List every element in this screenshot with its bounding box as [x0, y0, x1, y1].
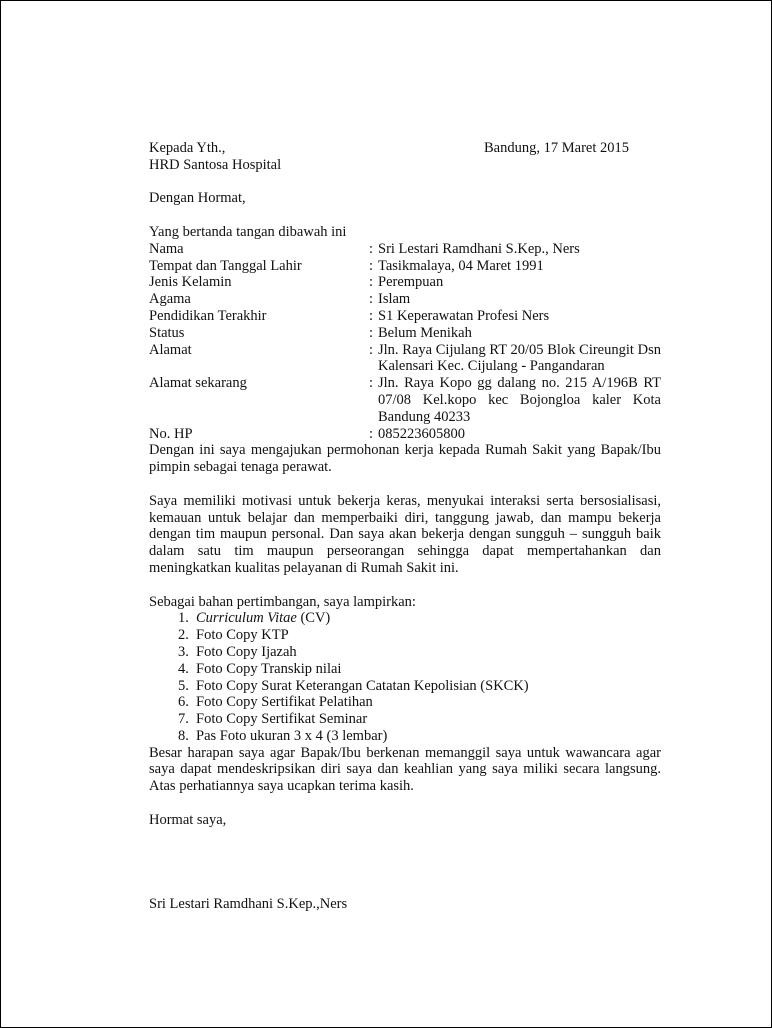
attachment-text: Foto Copy Surat Keterangan Catatan Kepolisian (SKCK)	[196, 677, 529, 694]
field-row	[149, 375, 661, 425]
attachment-item	[149, 728, 661, 745]
attachment-number: 4.	[178, 660, 189, 677]
field-label: Nama	[149, 240, 184, 257]
attachment-text: Foto Copy Sertifikat Pelatihan	[196, 694, 373, 711]
field-value: 085223605800	[378, 425, 465, 442]
attachment-number: 6.	[178, 694, 189, 711]
intro-line: Yang bertanda tangan dibawah ini	[149, 223, 347, 240]
attachment-italic-text: Curriculum Vitae	[196, 610, 297, 627]
attachment-text: Foto Copy Sertifikat Seminar	[196, 711, 368, 728]
paragraph-motivation: Saya memiliki motivasi untuk bekerja keras, menyukai interaksi serta bersosialisasi, kemauan untuk belajar dan memperbaiki diri, tanggung jawab, dan mampu bekerja dengan tim maupun personal. Dan saya akan bekerja dengan sungguh – sungguh baik dalam satu tim maupun perseorangan sehingga dapat mempertahankan dan meningkatkan kualitas pelayanan di Rumah Sakit ini.	[149, 492, 661, 576]
field-colon: :	[369, 240, 374, 257]
attachment-item	[149, 678, 661, 695]
field-row	[149, 291, 661, 308]
attachment-number: 1.	[178, 610, 189, 627]
personal-data-list	[149, 241, 661, 443]
recipient-line-1: Kepada Yth.,	[149, 140, 226, 156]
field-row	[149, 342, 661, 376]
field-label: Agama	[149, 291, 191, 308]
paragraph-application: Dengan ini saya mengajukan permohonan kerja kepada Rumah Sakit yang Bapak/Ibu pimpin sebagai tenaga perawat.	[149, 442, 661, 476]
salutation: Hormat saya,	[149, 811, 227, 828]
field-row	[149, 258, 661, 275]
field-colon: :	[369, 375, 374, 392]
field-row	[149, 426, 661, 443]
attachment-item	[149, 661, 661, 678]
field-colon: :	[369, 291, 374, 308]
field-colon: :	[369, 324, 374, 341]
attachment-text: (CV)	[296, 610, 331, 627]
attachment-text: Foto Copy Transkip nilai	[196, 660, 342, 677]
field-colon: :	[369, 425, 374, 442]
field-row	[149, 241, 661, 258]
attachment-number: 5.	[178, 677, 189, 694]
attachments-intro: Sebagai bahan pertimbangan, saya lampirkan:	[149, 593, 416, 610]
field-value: Jln. Raya Kopo gg dalang no. 215 A/196B RT 07/08 Kel.kopo kec Bojongloa kaler Kota Bandung 40233	[378, 375, 661, 425]
attachment-text: Foto Copy KTP	[196, 627, 289, 644]
attachment-number: 7.	[178, 711, 189, 728]
field-label: Status	[149, 324, 185, 341]
attachment-item	[149, 711, 661, 728]
attachment-number: 8.	[178, 727, 189, 744]
field-value: Tasikmalaya, 04 Maret 1991	[378, 257, 544, 274]
paragraph-closing: Besar harapan saya agar Bapak/Ibu berkenan memanggil saya untuk wawancara agar saya dapat mendeskripsikan diri saya dan keahlian yang saya miliki secara langsung. Atas perhatiannya saya ucapkan terima kasih.	[149, 744, 661, 795]
attachment-item	[149, 644, 661, 661]
field-label: Jenis Kelamin	[149, 274, 232, 291]
field-label: Pendidikan Terakhir	[149, 307, 267, 324]
recipient-line-2: HRD Santosa Hospital	[149, 156, 282, 173]
attachment-item	[149, 610, 661, 627]
field-value: Sri Lestari Ramdhani S.Kep., Ners	[378, 240, 580, 257]
field-row	[149, 274, 661, 291]
field-label: Tempat dan Tanggal Lahir	[149, 257, 302, 274]
field-label: Alamat sekarang	[149, 375, 247, 392]
field-value: Islam	[378, 291, 411, 308]
attachments-list	[149, 610, 661, 744]
field-colon: :	[369, 341, 374, 358]
attachment-text: Pas Foto ukuran 3 x 4 (3 lembar)	[196, 727, 388, 744]
field-label: No. HP	[149, 425, 193, 442]
attachment-text: Foto Copy Ijazah	[196, 643, 297, 660]
signature-name: Sri Lestari Ramdhani S.Kep.,Ners	[149, 895, 348, 912]
attachment-item	[149, 627, 661, 644]
field-colon: :	[369, 307, 374, 324]
field-value: Belum Menikah	[378, 324, 472, 341]
attachment-item	[149, 694, 661, 711]
letter-date: Bandung, 17 Maret 2015	[484, 140, 629, 156]
attachment-number: 2.	[178, 627, 189, 644]
field-row	[149, 325, 661, 342]
attachment-number: 3.	[178, 643, 189, 660]
greeting: Dengan Hormat,	[149, 190, 246, 207]
field-row	[149, 308, 661, 325]
field-value: S1 Keperawatan Profesi Ners	[378, 307, 550, 324]
field-value: Perempuan	[378, 274, 444, 291]
field-label: Alamat	[149, 341, 192, 358]
letter-header	[149, 140, 661, 157]
field-value: Jln. Raya Cijulang RT 20/05 Blok Cireungit Dsn Kalensari Kec. Cijulang - Pangandaran	[378, 341, 661, 375]
field-colon: :	[369, 274, 374, 291]
field-colon: :	[369, 257, 374, 274]
letter-body	[149, 140, 661, 912]
